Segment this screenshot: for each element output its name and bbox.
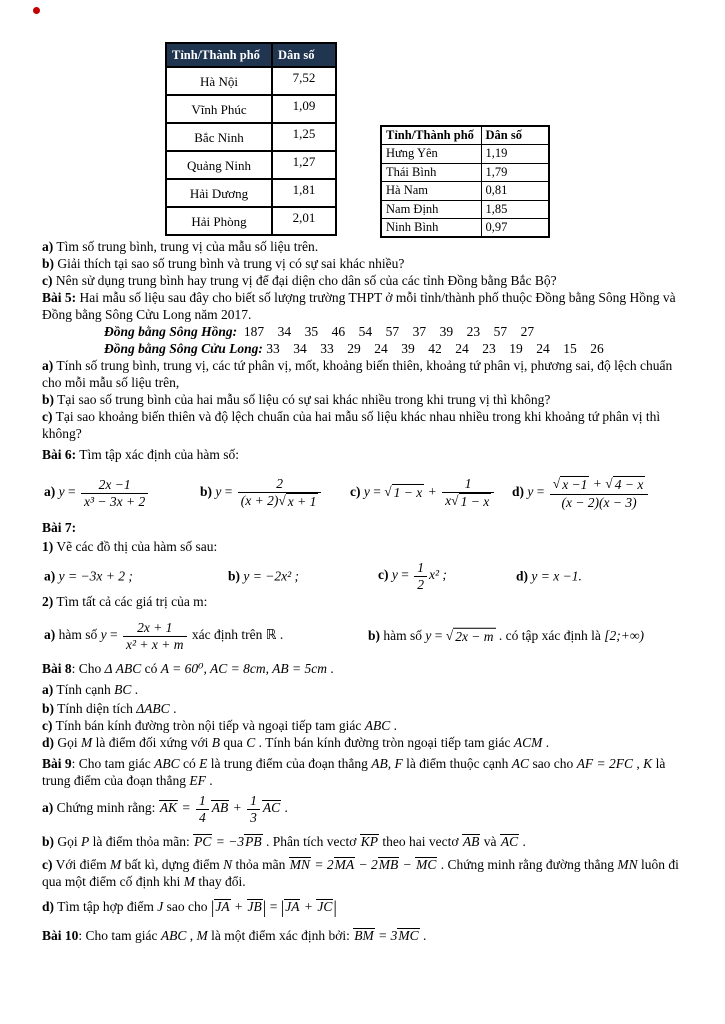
bai6-formula-d: d) y = √ x −1 + √ 4 − x (x − 2)(x − 3) [512, 476, 650, 510]
red-dot-mark [33, 7, 40, 14]
cell-population: 1,19 [481, 145, 549, 164]
table-row [381, 182, 549, 201]
bai9-item-c: c) Với điểm M bất kì, dựng điểm N thỏa mãn MN = 2MA − 2MB − MC . Chứng minh rằng đường thẳng MN luôn đi qua một điểm cố định khi M thay đổi. [42, 857, 679, 890]
bai6-heading: Bài 6: Tìm tập xác định của hàm số: [42, 447, 239, 462]
tables-area [0, 42, 725, 240]
bai7-part2: 2) Tìm tất cả các giá trị của m: [42, 594, 208, 609]
table-row [166, 151, 336, 179]
bai9-item-d: d) Tìm tập hợp điểm J sao cho |JA + JB| = |JA + JC| [42, 897, 337, 918]
bai5-data-song-hong: Đồng bằng Sông Hồng: 187 34 35 46 54 57 37 39 23 57 27 [104, 324, 535, 339]
ex4-item-c: c) Nên sử dụng trung bình hay trung vị để đại diện cho dân số của các tỉnh Đồng bằng Bắc Bộ? [42, 273, 557, 288]
bai7-formula-row [42, 561, 685, 591]
ex4-item-b: b) Giải thích tại sao số trung bình và trung vị có sự sai khác nhiều? [42, 256, 405, 271]
cell-province: Hưng Yên [381, 145, 481, 164]
bai7-part2-a: a) hàm số y = $\frac{2x + 1}{\text{x² + x + m}}$ xác định trên ℝ . [44, 619, 284, 652]
bai9-heading: Bài 9: Cho tam giác ABC có E là trung điểm của đoạn thẳng AB, F là điểm thuộc cạnh AC sao cho AF = 2FC , K là trung điểm của đoạn thẳng EF . [42, 756, 666, 788]
bai8-heading: Bài 8: Cho Δ ABC có A = 60⁰, AC = 8cm, AB = 5cm . [42, 661, 334, 676]
bai10-heading: Bài 10: Cho tam giác ABC , M là một điểm xác định bởi: BM = 3MC . [42, 927, 427, 943]
cell-province: Hải Dương [166, 179, 272, 207]
cell-province: Hà Nam [381, 182, 481, 201]
bai7-formula-c: c) y = $\frac{1}{2}$ x² ; [378, 559, 447, 592]
bai6-formula-c: c) y = √ 1 − x + 1 x √ 1 − x [350, 476, 496, 510]
cell-province: Thái Bình [381, 163, 481, 182]
bai7-formula-a: a) y = −3x + 2 ; [44, 568, 133, 584]
table-header-row [166, 43, 336, 67]
bai9-item-b: b) Gọi P là điểm thỏa mãn: PC = −3PB . Phân tích vectơ KP theo hai vectơ AB và AC . [42, 834, 526, 850]
bai7-heading: Bài 7: [42, 520, 77, 535]
bai5-data-cuu-long: Đồng bằng Sông Cửu Long: 33 34 33 29 24 39 42 24 23 19 24 15 26 [104, 341, 604, 356]
table-row [381, 145, 549, 164]
bai5-intro: Bài 5: Hai mẫu số liệu sau đây cho biết số lượng trường THPT ở mỗi tỉnh/thành phố thuộc Đồng bằng Sông Hồng và Đồng bằng Sông Cửu Long năm 2017. [42, 290, 676, 322]
cell-population: 1,79 [481, 163, 549, 182]
bai7-formula-d: d) y = x −1. [516, 568, 582, 584]
bai7-part1: 1) Vẽ các đồ thị của hàm số sau: [42, 539, 218, 554]
bai8-item-d: d) Gọi M là điểm đối xứng với B qua C . Tính bán kính đường tròn ngoại tiếp tam giác ACM . [42, 735, 550, 750]
ex4-item-a: a) Tìm số trung bình, trung vị của mẫu số liệu trên. [42, 239, 319, 254]
cell-population: 0,97 [481, 219, 549, 238]
table-header-row [381, 126, 549, 145]
table-row [166, 95, 336, 123]
table-row [381, 200, 549, 219]
col-header-population: Dân số [481, 126, 549, 145]
table-row [166, 123, 336, 151]
table-row [166, 207, 336, 235]
bai6-formula-a: a) y = $\frac{2x -1}{\text{x³ − 3x + 2}}$ [44, 477, 150, 509]
bai7-part2-row [42, 614, 685, 658]
col-header-province: Tỉnh/Thành phố [381, 126, 481, 145]
cell-population: 7,52 [272, 67, 336, 95]
table-row [166, 179, 336, 207]
col-header-province: Tỉnh/Thành phố [166, 43, 272, 67]
population-table-right [380, 125, 550, 238]
cell-population: 2,01 [272, 207, 336, 235]
bai5-item-b: b) Tại sao số trung bình của hai mẫu số liệu có sự sai khác nhiều trong khi trung vị thì không? [42, 392, 551, 407]
cell-province: Hà Nội [166, 67, 272, 95]
bai7-formula-b: b) y = −2x² ; [228, 568, 300, 584]
cell-province: Vĩnh Phúc [166, 95, 272, 123]
cell-province: Ninh Bình [381, 219, 481, 238]
cell-province: Bắc Ninh [166, 123, 272, 151]
document-body [42, 238, 685, 944]
bai7-part2-b: b) hàm số y = √ 2x − m . có tập xác định là [2;+∞) [368, 627, 644, 645]
table-row [381, 219, 549, 238]
bai5-item-a: a) Tính số trung bình, trung vị, các tứ phân vị, mốt, khoảng biến thiên, khoảng tứ phân vị, phương sai, độ lệch chuẩn cho mỗi mẫu số liệu trên, [42, 358, 673, 390]
bai6-formula-row [42, 469, 685, 517]
bai8-item-a: a) Tính cạnh BC . [42, 682, 139, 697]
cell-population: 0,81 [481, 182, 549, 201]
cell-population: 1,27 [272, 151, 336, 179]
cell-population: 1,09 [272, 95, 336, 123]
bai6-formula-b: b) y = 2 (x + 2) √ x + 1 [200, 476, 323, 510]
bai9-item-a: a) Chứng minh rằng: AK = $\frac{1}{4}$ AB + $\frac{1}{3}$ AC . [42, 793, 288, 825]
table-row [166, 67, 336, 95]
cell-population: 1,25 [272, 123, 336, 151]
population-table-left [165, 42, 337, 236]
cell-population: 1,81 [272, 179, 336, 207]
bai8-item-b: b) Tính diện tích ΔABC . [42, 701, 177, 716]
cell-province: Nam Định [381, 200, 481, 219]
cell-population: 1,85 [481, 200, 549, 219]
cell-province: Quảng Ninh [166, 151, 272, 179]
bai8-item-c: c) Tính bán kính đường tròn nội tiếp và ngoại tiếp tam giác ABC . [42, 718, 398, 733]
col-header-population: Dân số [272, 43, 336, 67]
table-row [381, 163, 549, 182]
bai5-item-c: c) Tại sao khoảng biến thiên và độ lệch chuẩn của hai mẫu số liệu khác nhau nhiều trong khi khoảng tứ phân vị thì không? [42, 409, 661, 441]
cell-province: Hải Phòng [166, 207, 272, 235]
